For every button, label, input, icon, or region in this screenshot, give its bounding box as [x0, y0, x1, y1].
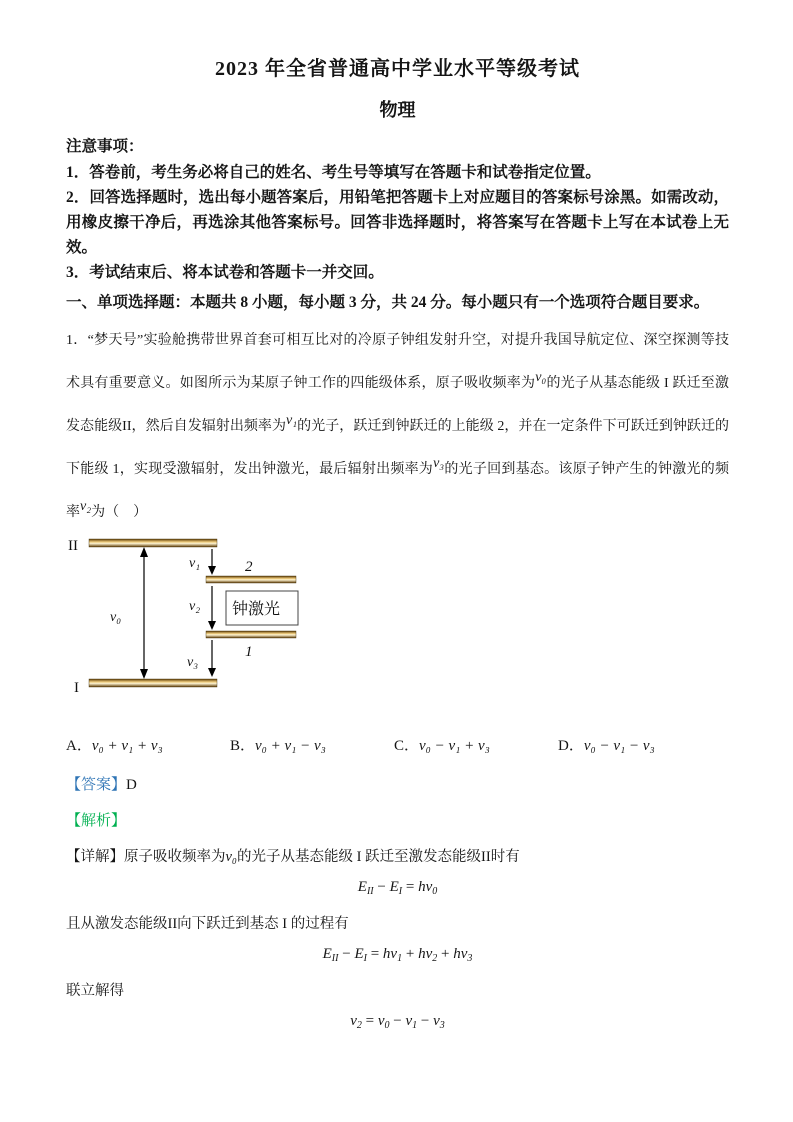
mi-segment: hν: [418, 878, 433, 895]
answer-value: D: [126, 776, 137, 793]
option-c-label: C．: [394, 737, 420, 754]
section-heading: 一、单项选择题：本题共 8 小题，每小题 3 分，共 24 分。每小题只有一个选项符合题目要求。: [66, 294, 710, 312]
answer-label: 【答案】: [66, 776, 127, 793]
option-b-label: B．: [230, 737, 256, 754]
notice-heading: 注意事项：: [66, 138, 144, 155]
msub-segment: I: [363, 952, 367, 964]
text-segment: 【详解】原子吸收频率为: [66, 848, 226, 865]
text-segment: +: [402, 945, 419, 962]
text-segment: 的光子从基态能级 I 跃迁: [546, 375, 701, 391]
level-2-bar: [206, 576, 296, 583]
level-2-label: 2: [245, 558, 253, 575]
notice-section: [66, 134, 729, 285]
text-segment: 至激发态能级II，然后自发辐射出频率为: [66, 375, 729, 434]
level-1-bar: [206, 631, 296, 638]
option-a: [66, 734, 230, 755]
level-1-label: 1: [245, 643, 253, 660]
text-segment: −: [338, 945, 355, 962]
nu2-label: ν₂: [189, 598, 201, 614]
option-d-label: D．: [558, 737, 584, 754]
nu0-label: ν₀: [110, 609, 122, 625]
analysis-label: 【解析】: [66, 812, 127, 829]
mi-segment: E: [389, 878, 399, 895]
msub-segment: I: [398, 885, 403, 897]
math-raised-segment: ν₂: [80, 498, 92, 514]
mi-segment: E: [357, 878, 367, 895]
msub-segment: II: [331, 952, 339, 964]
equation-1: [66, 879, 729, 897]
msub-segment: 1: [397, 952, 403, 964]
text-segment: =: [402, 878, 419, 895]
option-a-formula: ν₀ + ν₁ + ν₃: [91, 737, 163, 754]
detail-line-2: 且从激发态能级II向下跃迁到基态 I 的过程有: [66, 915, 349, 932]
answer-line: [66, 773, 729, 794]
detail-line-3: 联立解得: [66, 982, 124, 999]
msub-segment: 1: [412, 1019, 418, 1031]
notice-item-3: 3．考试结束后、将本试卷和答题卡一并交回。: [66, 264, 384, 281]
math-raised-segment: ν₀: [535, 369, 547, 385]
question-1-options: [66, 734, 729, 755]
nu1-transition-arrow: [208, 549, 216, 575]
text-segment: 的光子从基态能级 I 跃迁至激发态能级II时有: [236, 848, 520, 865]
msub-segment: 3: [467, 952, 473, 964]
nu2-transition-arrow: [208, 586, 216, 630]
math-raised-segment: ν₃: [433, 455, 445, 471]
detail-line-1: [66, 845, 729, 866]
nu1-label: ν₁: [189, 555, 201, 571]
msub-segment: 2: [356, 1019, 362, 1031]
level-I-bar: [89, 679, 217, 687]
text-segment: =: [361, 1012, 378, 1029]
text-segment: −: [417, 1012, 434, 1029]
energy-level-diagram: [66, 533, 729, 718]
msub-segment: 3: [439, 1019, 445, 1031]
math-segment: ν₀: [225, 848, 237, 865]
mi-segment: ν: [377, 1012, 385, 1029]
notice-item-2: 2．回答选择题时，选出每小题答案后，用铅笔把答题卡上对应题目的答案标号涂黑。如需改动，用橡皮擦干净后，再选涂其他答案标号。回答非选择题时，将答案写在答题卡上写在本试卷上无效。: [66, 188, 729, 256]
nu0-transition-arrow: [140, 547, 148, 679]
option-c-formula: ν₀ − ν₁ + ν₃: [419, 737, 490, 754]
mi-segment: ν: [350, 1012, 357, 1029]
text-segment: −: [389, 1012, 406, 1029]
equation-2: [66, 946, 729, 964]
nu3-transition-arrow: [208, 640, 216, 677]
energy-level-figure: [66, 533, 376, 713]
clock-laser-label: 钟激光: [232, 600, 281, 618]
option-c: [394, 734, 558, 755]
math-raised-segment: ν₁: [286, 412, 298, 428]
msub-segment: II: [366, 885, 374, 897]
text-segment: =: [366, 945, 383, 962]
mi-segment: E: [322, 945, 332, 962]
text-segment: 的光子，跃迁到钟跃迁的上能级 2，并在一定条件下可跃迁到钟跃迁的下能级 1，实现受激辐射，发出钟激光，最后辐射出频率为: [66, 418, 730, 477]
msub-segment: 0: [432, 885, 438, 897]
option-d-formula: ν₀ − ν₁ − ν₃: [583, 737, 655, 754]
text-segment: 的光子回到基态。该原子钟产生的钟激光的频率: [66, 461, 730, 520]
mi-segment: hν: [382, 945, 398, 962]
level-II-bar: [89, 539, 217, 547]
document-title: 2023 年全省普通高中学业水平等级考试: [215, 58, 580, 80]
text-segment: −: [373, 878, 390, 895]
mi-segment: hν: [418, 945, 433, 962]
equation-3: [66, 1013, 729, 1031]
document-subject: 物理: [379, 100, 416, 120]
mi-segment: ν: [433, 1012, 440, 1029]
option-b: [230, 734, 394, 755]
msub-segment: 2: [432, 952, 438, 964]
level-II-label: II: [68, 537, 78, 554]
text-segment: +: [437, 945, 454, 962]
mi-segment: ν: [405, 1012, 413, 1029]
text-segment: 为（ ）: [91, 504, 148, 520]
level-I-label: I: [74, 679, 79, 696]
notice-item-1: 1．答卷前，考生务必将自己的姓名、考生号等填写在答题卡和试卷指定位置。: [66, 163, 601, 181]
option-b-formula: ν₀ + ν₁ − ν₃: [255, 737, 326, 754]
option-d: [558, 734, 722, 755]
text-segment: 1．“梦天号”实验舱携带世界首套可相互比对的冷原子钟组发射升空，对提升我国导航定位、深空探测等技术具有重要意义。如图所示为某原子钟工作的四能级体系，原子吸收频率为: [66, 332, 729, 391]
mi-segment: hν: [453, 945, 468, 962]
mi-segment: E: [354, 945, 364, 962]
question-1-text: [66, 322, 729, 531]
nu3-label: ν₃: [187, 654, 199, 670]
msub-segment: 0: [384, 1019, 390, 1031]
option-a-label: A．: [66, 737, 92, 754]
analysis-line: [66, 809, 729, 830]
